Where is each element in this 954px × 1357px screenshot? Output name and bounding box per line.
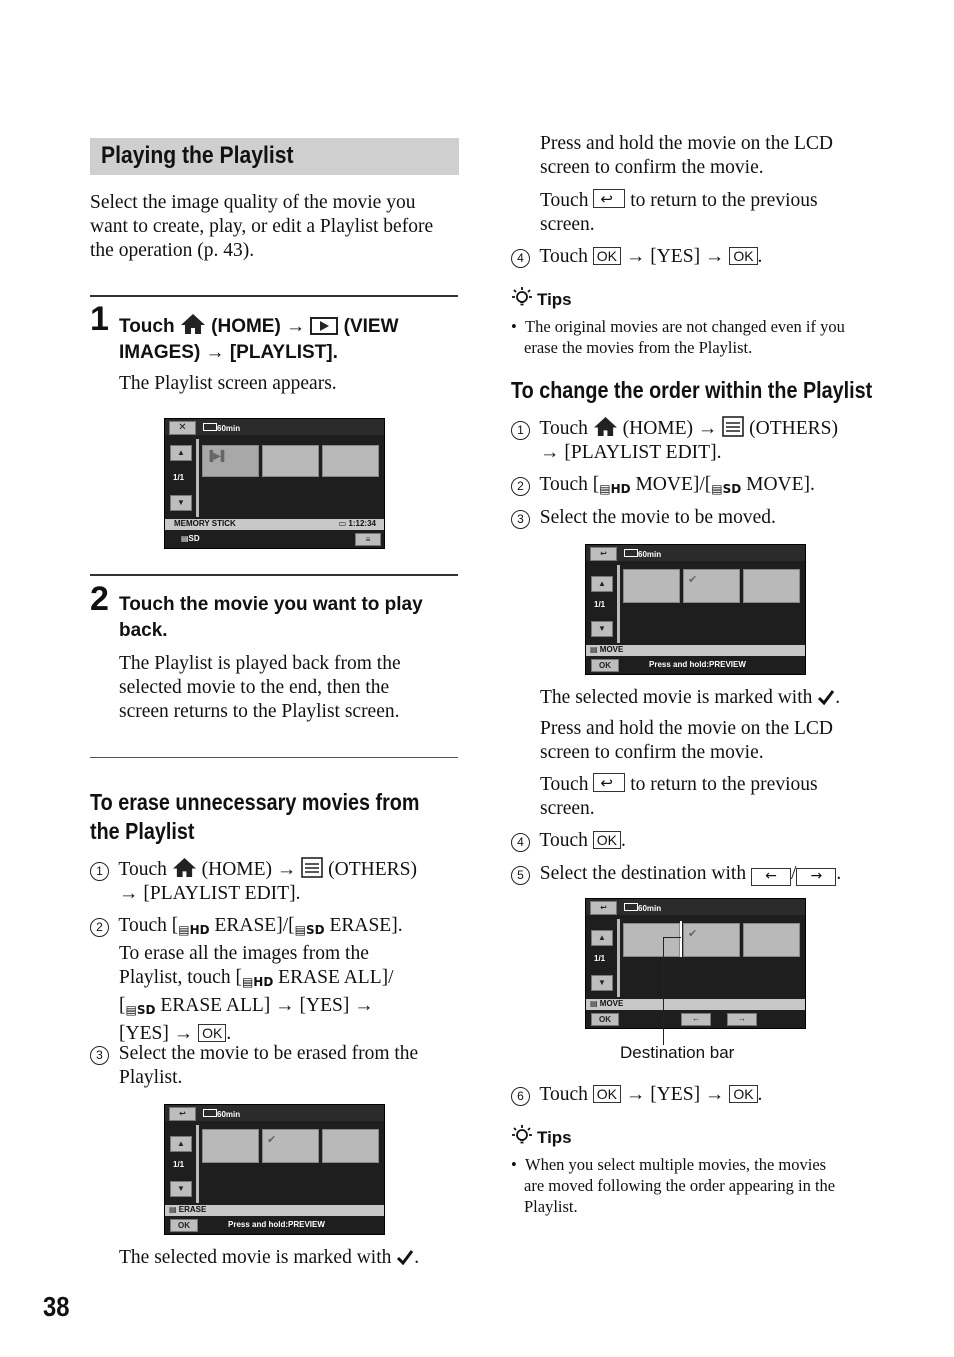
- lightbulb-icon: [511, 1124, 533, 1146]
- view-images-icon: [310, 317, 338, 335]
- close-button[interactable]: ✕: [169, 421, 196, 435]
- section-title: Playing the Playlist: [101, 142, 294, 169]
- mode-strip: ▤ MOVE: [586, 645, 805, 656]
- lcd-playlist-screen: [164, 418, 385, 549]
- thumbnail-selected[interactable]: ✔: [683, 923, 740, 957]
- thumbnail[interactable]: [262, 445, 319, 477]
- tip-item: • When you select multiple movies, the movies are moved following the order appearing in the Playlist.: [511, 1155, 836, 1216]
- divider: [90, 295, 458, 297]
- hint-text: Press and hold:PREVIEW: [228, 1220, 325, 1229]
- sd-icon: ▤SD: [125, 1003, 156, 1017]
- step-title: Touch (HOME) → (VIEW IMAGES) → [PLAYLIST].: [119, 313, 459, 366]
- move-right-button[interactable]: →: [727, 1013, 757, 1026]
- ok-button[interactable]: OK: [170, 1219, 198, 1232]
- mode-strip: ▤ ERASE: [165, 1205, 384, 1216]
- substep-4: 4 Touch OK → [YES] → OK .: [511, 245, 911, 269]
- thumbnail[interactable]: [623, 923, 680, 957]
- battery-indicator: 60min: [624, 903, 661, 913]
- home-icon: [180, 313, 206, 335]
- others-icon: [722, 416, 744, 437]
- status-strip: MEMORY STICK ▭ 1:12:34: [165, 519, 384, 530]
- return-icon: ↩: [593, 773, 625, 792]
- ok-button-icon: OK: [198, 1024, 226, 1042]
- check-icon: [396, 1248, 414, 1266]
- callout-line: [663, 937, 681, 938]
- erase-substep-1: 1 Touch (HOME) → (OTHERS) → [PLAYLIST EDIT].: [90, 857, 460, 906]
- page-number: 38: [43, 1291, 70, 1322]
- ok-button[interactable]: OK: [591, 659, 619, 672]
- scroll-bar: [196, 439, 199, 517]
- ok-button-icon: OK: [729, 247, 757, 265]
- order-substep-1: 1 Touch (HOME) → (OTHERS) → [PLAYLIST EDIT].: [511, 416, 891, 465]
- lcd-move-destination-screen: [585, 898, 806, 1029]
- hd-icon: ▤HD: [599, 482, 631, 496]
- home-icon: [593, 416, 618, 437]
- thumbnail[interactable]: [322, 445, 379, 477]
- return-instruction: Touch ↩ to return to the previous screen.: [540, 774, 818, 819]
- scroll-down-button[interactable]: ▼: [170, 1181, 192, 1197]
- return-button[interactable]: ↩: [590, 901, 617, 915]
- erase-substep-2: 2 Touch [▤HD ERASE]/[▤SD ERASE]. To erase all the images from the Playlist, touch [▤HD ERASE ALL]/ [▤SD ERASE ALL] → [YES] → [YES] → OK .: [90, 914, 460, 1046]
- hd-icon: ▤HD: [178, 923, 210, 937]
- ok-button-icon: OK: [729, 1085, 757, 1103]
- ok-button-icon: OK: [593, 247, 621, 265]
- order-substep-2: 2 Touch [▤HD MOVE]/[▤SD MOVE].: [511, 473, 891, 501]
- ok-button-icon: OK: [593, 831, 621, 849]
- lightbulb-icon: [511, 286, 533, 308]
- lcd-move-screen: [585, 544, 806, 675]
- erase-substep-3: 3 Select the movie to be erased from the Playlist.: [90, 1042, 460, 1090]
- sd-icon: ▤SD: [711, 482, 742, 496]
- scroll-down-button[interactable]: ▼: [591, 975, 613, 991]
- divider: [90, 574, 458, 576]
- divider: [90, 757, 458, 758]
- order-substep-4: 4 Touch OK .: [511, 829, 626, 853]
- thumbnail[interactable]: ▐▶▌: [202, 445, 259, 477]
- marked-text: The selected movie is marked with .: [540, 687, 841, 708]
- return-button[interactable]: ↩: [169, 1107, 196, 1121]
- right-arrow-icon: →: [796, 868, 836, 886]
- sd-icon: ▤SD: [181, 534, 200, 543]
- order-heading: To change the order within the Playlist: [511, 377, 873, 403]
- step-desc: The Playlist screen appears.: [119, 373, 337, 394]
- battery-indicator: 60min: [624, 549, 661, 559]
- callout-line: [663, 937, 664, 1045]
- mode-strip: ▤ MOVE: [586, 999, 805, 1010]
- intro-text: Select the image quality of the movie you want to create, play, or edit a Playlist before the operation (p. 43).: [90, 192, 434, 261]
- step-number: 1: [90, 300, 109, 338]
- scroll-up-button[interactable]: ▲: [591, 576, 613, 592]
- return-instruction: Touch ↩ to return to the previous screen.: [540, 190, 818, 235]
- page-indicator: 1/1: [594, 600, 606, 609]
- thumbnail-selected[interactable]: ✔: [262, 1129, 319, 1163]
- thumbnail[interactable]: [743, 569, 800, 603]
- page-indicator: 1/1: [173, 1160, 185, 1169]
- order-substep-5: 5 Select the destination with ← / → .: [511, 862, 841, 886]
- destination-bar: [680, 921, 682, 957]
- thumbnail[interactable]: [743, 923, 800, 957]
- thumbnail[interactable]: [322, 1129, 379, 1163]
- page-indicator: 1/1: [173, 473, 185, 482]
- ok-button[interactable]: OK: [591, 1013, 619, 1026]
- others-icon: [301, 857, 323, 878]
- lcd-erase-screen: [164, 1104, 385, 1235]
- hd-icon: ▤HD: [241, 975, 274, 989]
- return-icon: ↩: [593, 189, 625, 208]
- lcd-topbar: [165, 419, 384, 435]
- return-button[interactable]: ↩: [590, 547, 617, 561]
- thumbnail[interactable]: [623, 569, 680, 603]
- scroll-down-button[interactable]: ▼: [170, 495, 192, 511]
- battery-indicator: 60min: [203, 1109, 240, 1119]
- scroll-up-button[interactable]: ▲: [170, 445, 192, 461]
- tips-header: Tips: [511, 1124, 572, 1148]
- left-arrow-icon: ←: [751, 868, 791, 886]
- check-icon: [817, 688, 835, 706]
- press-hold-text: Press and hold the movie on the LCD screen to confirm the movie.: [540, 718, 834, 763]
- step-desc: The Playlist is played back from the selected movie to the end, then the screen returns to the Playlist screen.: [119, 653, 401, 722]
- options-button[interactable]: ≡: [355, 533, 381, 546]
- scroll-down-button[interactable]: ▼: [591, 621, 613, 637]
- thumbnail-selected[interactable]: ✔: [683, 569, 740, 603]
- battery-indicator: 60min: [203, 423, 240, 433]
- scroll-up-button[interactable]: ▲: [591, 930, 613, 946]
- tip-item: • The original movies are not changed even if you erase the movies from the Playlist.: [511, 317, 845, 357]
- hint-text: Press and hold:PREVIEW: [649, 660, 746, 669]
- step-number: 2: [90, 580, 109, 618]
- move-left-button[interactable]: ←: [681, 1013, 711, 1026]
- order-substep-6: 6 Touch OK → [YES] → OK .: [511, 1083, 911, 1107]
- page-indicator: 1/1: [594, 954, 606, 963]
- destination-bar-label: Destination bar: [620, 1043, 735, 1062]
- step-title: Touch the movie you want to play back.: [119, 594, 423, 641]
- home-icon: [172, 857, 197, 878]
- marked-text: The selected movie is marked with .: [119, 1247, 420, 1268]
- thumbnail[interactable]: [202, 1129, 259, 1163]
- order-substep-3: 3 Select the movie to be moved.: [511, 506, 776, 530]
- erase-heading: To erase unnecessary movies from the Playlist: [90, 789, 420, 844]
- ok-button-icon: OK: [593, 1085, 621, 1103]
- tips-header: Tips: [511, 286, 572, 310]
- scroll-up-button[interactable]: ▲: [170, 1136, 192, 1152]
- continuation-text: Press and hold the movie on the LCD screen to confirm the movie.: [540, 133, 834, 178]
- sd-icon: ▤SD: [294, 923, 325, 937]
